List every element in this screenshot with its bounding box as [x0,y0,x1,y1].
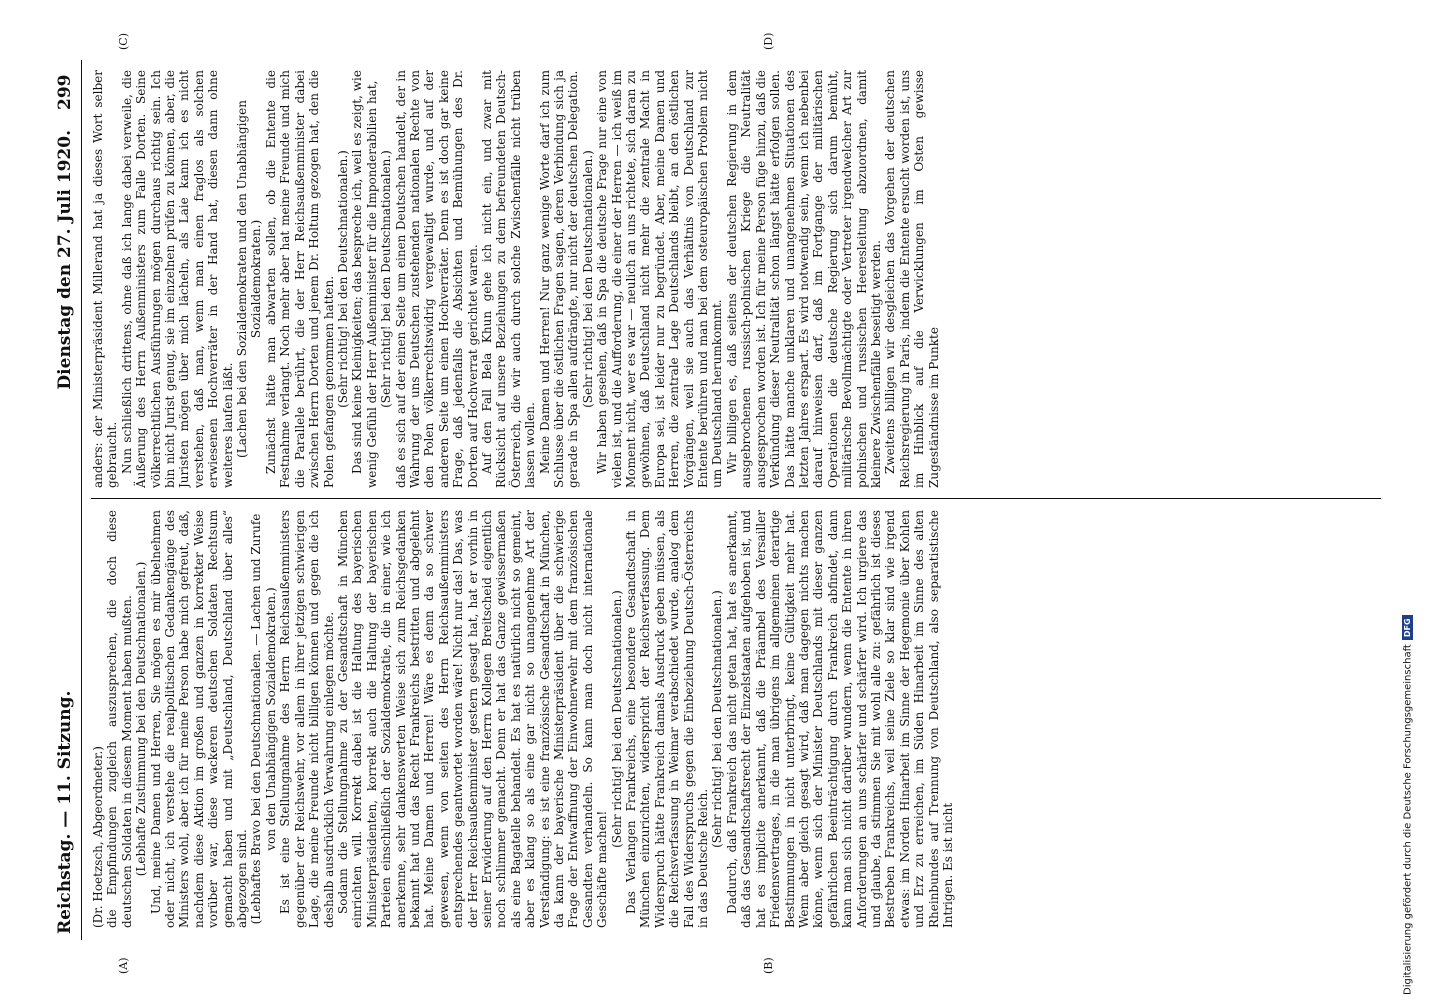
header-date: Dienstag den 27. Juli 1920. [55,130,75,390]
paragraph: Nun schließlich drittens, ohne daß ich lange dabei verweile, die Äußerung des Herrn Außenministers zum Falle Dorten. Seine völkerrechtlichen Ausführungen mögen durchaus richtig sein. Ich bin nicht Jurist genug, sie im einzelnen prüfen zu können, aber, die Juristen mögen über mich lächeln, als Laie kann ich es nicht verstehen, daß man, wenn man einen fraglos als solchen erwiesenen Hochverräter in der Hand hat, diesen dann ohne weiteres laufen läßt. [119,70,235,488]
paragraph: daß es sich auf der einen Seite um einen Deutschen handelt, der in Wahrung der uns Deutschen zustehenden nationalen Rechte von den Polen völkerrechtswidrig vergewaltigt wurde, und auf der anderen Seite um einen Hochverräter. Denn es ist doch gar keine Frage, daß jedenfalls die Absichten und Bemühungen des Dr. Dorten auf Hochverrat gerichtet waren. [393,70,480,488]
paragraph: anders: der Ministerpräsident Millerand hat ja dieses Wort selber gebraucht. [91,70,120,488]
paragraph: Zunächst hätte man abwarten sollen, ob die Entente die Festnahme verlangt. Noch mehr aber hat meine Freunde und mich die Parallele berührt, die der Herr Reichsaußenminister dabei zwischen Herrn Dorten und jenem Dr. Holtum gezogen hat, den die Polen gefangen genommen hatten. [263,70,336,488]
interjection: (Sehr richtig! bei den Deutschnationalen.) [379,150,394,408]
speaker-line: (Dr. Hoetzsch, Abgeordneter.) [91,746,105,928]
interjection: (Sehr richtig! bei den Deutschnationalen.) [335,150,350,408]
column-divider [91,498,1381,499]
margin-marker-a: (A) [117,957,130,974]
interjection: (Sehr richtig! bei den Deutschnationalen.) [580,150,595,408]
paragraph: die Empfindungen zugleich auszusprechen, die doch diese deutschen Soldaten in diesem Moment haben mußten. [105,510,134,928]
margin-marker-d: (D) [762,32,775,50]
paragraph: Dadurch, daß Frankreich das nicht getan hat, hat es anerkannt, daß das Gesandtschaftsrecht der Einzelstaaten aufgehoben ist, und hat es implicite anerkannt, daß die Präambel des Versailler Friedensvertrages, in die man übrigens im allgemeinen derartige Bestimmungen in nicht unterbringt, keine Gültigkeit mehr hat. Wenn aber gleich gesagt wird, daß man dagegen nichts machen könne, wenn sich der Minister Deutschlands mit dieser ganzen gefährlichen Beeinträchtigung durch Frankreich abfindet, dann kann man sich nicht darüber wundern, wenn die Entente in ihren Anforderungen an uns schärfer und schärfer wird. Ich urgiere das und glaube, da stimmen Sie mit wohl alle zu: gefährlich ist dieses Bestreben Frankreichs, weil seine Ziele so klar sind wie irgend etwas: im Norden Hinarbeit im Sinne der Hegemonie über Kohlen und Erz zu erreichen, im Süden Hinarbeit im Sinne des alten Rheinbundes auf Trennung von Deutschland, also separatistische Intrigen. Es ist nicht [724,510,955,928]
right-column [91,70,1391,488]
interjection: (Lachen bei den Sozialdemokraten und den Unabhängigen Sozialdemokraten.) [235,100,264,458]
paragraph: Und, meine Damen und Herren, Sie mögen es mir übelnehmen oder nicht, ich verstehe die realpolitischen Gedankengänge des Ministers wohl, aber ich für meine Person habe mich gefreut, daß, nachdem diese Aktion im großen und ganzen in korrekter Weise vorüber war, diese wackeren deutschen Soldaten Rechtsum gemacht haben und mit „Deutschland, Deutschland über alles“ abgezogen sind. [148,510,250,928]
page-number: 299 [55,74,75,110]
left-column [91,510,1391,928]
interjection: (Lebhafte Zustimmung bei den Deutschnationalen.) [134,561,149,877]
paragraph: Zweitens billigen wir desgleichen das Vorgehen der deutschen Reichsregierung in Paris, indem die Entente ersucht worden ist, uns im Hinblick auf die Verwicklungen im Osten gewisse Zugeständnisse im Punkte [883,70,941,488]
digitization-credit-text: Digitalisierung gefördert durch die Deutsche Forschungsgemeinschaft [1402,644,1414,995]
paragraph: Auf den Fall Bela Khun gehe ich nicht ein, und zwar mit Rücksicht auf unsere Beziehungen zu dem befreundeten Deutsch-Österreich, die wir auch durch solche Zwischenfälle nicht trüben lassen wollen. [479,70,538,488]
paragraph: Wir haben gesehen, daß in Spa die deutsche Frage nur eine von vielen ist, und die Aufforderung, die einer der Herren — ich weiß im Moment nicht, wer es war — neulich an uns richtete, sich daran zu gewöhnen, daß Deutschland nicht mehr die zentrale Macht in Europa sei, ist leider nur zu begründet. Aber, meine Damen und Herren, die zentrale Lage Deutschlands bleibt, an den östlichen Vorgängen, weil sie auch das Verhältnis von Deutschland zur Entente berühren und man bei dem osteuropäischen Problem nicht um Deutschland herumkommt. [595,70,725,488]
paragraph: Wir billigen es, daß seitens der deutschen Regierung in dem ausgebrochenen russisch-polnischen Kriege die Neutralität ausgesprochen worden ist. Ich für meine Person füge hinzu, daß die Verkündung dieser Neutralität schon längst hätte erfolgen sollen. Das hätte manche unklaren und unangenehmen Situationen des letzten Jahres erspart. Es wird notwendig sein, wenn ich nebenbei darauf hinweisen darf, daß im Fortgange der militärischen Operationen die deutsche Regierung sich darum bemüht, militärische Bevollmächtigte oder Vertreter irgendwelcher Art zur polnischen und russischen Heeresleitung abzuordnen, damit kleinere Zwischenfälle beseitigt werden. [724,70,883,488]
digitization-credit [1402,0,1414,995]
dfg-logo: DFG [1402,615,1413,640]
margin-marker-c: (C) [117,33,130,50]
paragraph: Sodann die Stellungnahme zu der Gesandtschaft in München einrichten will. Korrekt dabei ist die Haltung des bayerischen Ministerpräsidenten, korrekt auch die Haltung der bayerischen Parteien einschließlich der Sozialdemokratie, die in einer, wie ich anerkenne, sehr dankenswerten Weise sich zum Reichsgedanken bekannt hat und das Recht Frankreichs bestritten und abgelehnt hat. Meine Damen und Herren! Wäre es denn da so schwer gewesen, wenn von seiten des Herrn Reichsaußenministers entsprechendes geantwortet worden wäre! Nicht nur das! Das, was der Herr Reichsaußenminister gestern gesagt hat, hat er vorhin in seiner Erwiderung auf den Herrn Kollegen Breitscheid eigentlich noch schlimmer gemacht. Denn er hat das Ganze gewissermaßen als eine Bagatelle behandelt. Es hat es natürlich nicht so gemeint, aber es klang so als eine gar nicht so unangenehme Art der Verständigung: es ist eine französische Gesandtschaft in München, da kann der bayerische Ministerpräsident über die schwierige Frage der Entwaffnung der Einwohnerwehr mit dem französischen Gesandten verhandeln. So kann man doch nicht internationale Geschäfte machen! [335,510,610,928]
paragraph: Das sind keine Kleinigkeiten; das bespreche ich, weil es zeigt, wie wenig Gefühl der Herr Außenminister für die Imponderabilien hat, [350,70,379,488]
header-session: Reichstag. — 11. Sitzung. [55,690,75,934]
paragraph: Es ist eine Stellungnahme des Herrn Reichsaußenministers gegenüber der Reichswehr, vor allem in ihrer jetzigen schwierigen Lage, die meine Freunde nicht billigen können und gegen die ich deshalb ausdrücklich Verwahrung einlegen möchte. [278,510,336,928]
interjection: (Sehr richtig! bei den Deutschnationalen.) [710,590,725,848]
margin-marker-b: (B) [762,957,775,974]
paragraph: Meine Damen und Herren! Nur ganz wenige Worte darf ich zum Schlusse über die östlichen Fragen sagen, deren Verbindung sich ja gerade in Spa allen aufdrängte, nur nicht der deutschen Delegation. [537,70,581,488]
paragraph: Das Verlangen Frankreichs, eine besondere Gesandtschaft in München einzurichten, widerspricht der Reichsverfassung. Dem Widerspruch hätte Frankreich damals Ausdruck geben müssen, als die Reichsverfassung in Weimar verabschiedet wurde, analog dem Fall des Widerspruchs gegen die Einbeziehung Deutsch-Österreichs in das Deutsche Reich. [624,510,711,928]
page-header [47,60,82,940]
interjection: (Lebhaftes Bravo bei den Deutschnationalen. — Lachen und Zurufe von den Unabhängigen Sozialdemokraten.) [249,513,278,925]
rotated-page [47,32,1397,974]
interjection: (Sehr richtig! bei den Deutschnationalen.) [609,590,624,848]
